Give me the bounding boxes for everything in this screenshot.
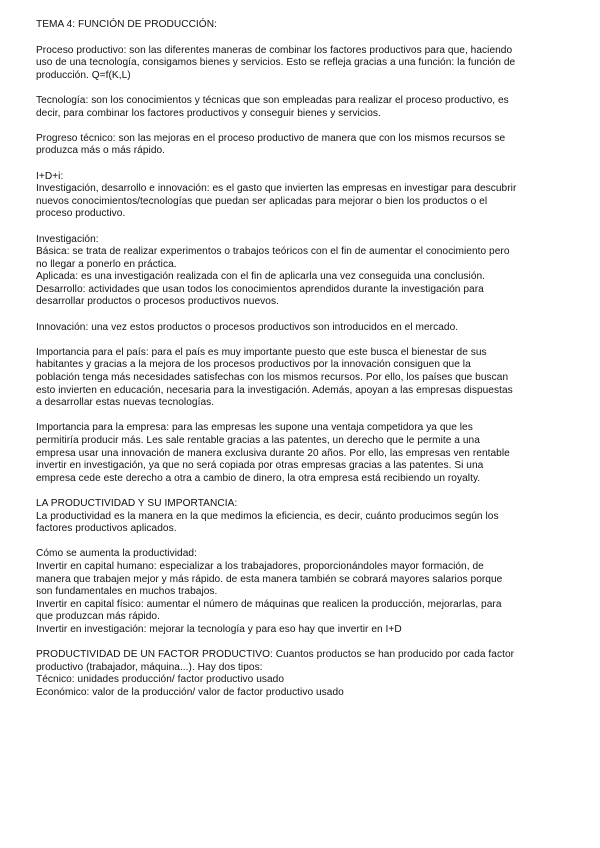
text-line: habitantes y gracias a la mejora de los procesos productivos por la innovación consiguen que la [36,359,471,371]
text-line: LA PRODUCTIVIDAD Y SU IMPORTANCIA: [36,497,238,509]
text-line: Desarrollo: actividades que usan todos los conocimientos aprendidos durante la investigación para [36,283,484,295]
text-line: PRODUCTIVIDAD DE UN FACTOR PRODUCTIVO: Cuantos productos se han producido por cada factor [36,649,515,661]
paragraph [36,649,562,699]
text-line: decir, para combinar los factores productivos y conseguir bienes y servicios. [36,107,381,119]
text-line: Investigación, desarrollo e innovación: es el gasto que invierten las empresas en investigar para descubrir [36,183,517,195]
text-line: I+D+i: [36,170,64,182]
text-line: Cómo se aumenta la productividad: [36,548,197,560]
paragraph [36,422,562,485]
text-line: Invertir en capital físico: aumentar el número de máquinas que realicen la producción, mejorarlas, para [36,598,502,610]
text-line: Importancia para la empresa: para las empresas les supone una ventaja competidora ya que les [36,422,473,434]
paragraph [36,45,562,83]
text-line: proceso productivo. [36,208,126,220]
text-line: La productividad es la manera en la que medimos la eficiencia, es decir, cuánto producimos según los [36,510,499,522]
text-line: manera que trabajen mejor y más rápido. de esta manera también se cobrará mayores salarios porque [36,573,503,585]
text-line: a desarrollar estas nuevas tecnologías. [36,397,215,409]
text-line: Tecnología: son los conocimientos y técnicas que son empleadas para realizar el proceso productivo, es [36,94,509,106]
paragraph [36,347,562,410]
text-line: Proceso productivo: son las diferentes maneras de combinar los factores productivos para que, haciendo [36,44,513,56]
text-line: producción. Q=f(K,L) [36,69,131,81]
paragraph [36,95,562,120]
text-line: que produzcan más rápido. [36,611,160,623]
text-line: Aplicada: es una investigación realizada con el fin de aplicarla una vez conseguida una conclusión. [36,271,486,283]
text-line: desarrollar productos o procesos productivos nuevos. [36,296,279,308]
text-line: uso de una tecnología, consigamos bienes y servicios. Esto se refleja gracias a una función: la función de [36,57,516,69]
text-line: nuevos conocimientos/tecnologías que puedan ser aplicadas para mejorar o bien los productos o el [36,195,488,207]
text-line: Invertir en investigación: mejorar la tecnología y para eso hay que invertir en I+D [36,623,402,635]
page-title: TEMA 4: FUNCIÓN DE PRODUCCIÓN: [36,19,217,30]
text-line: invertir en investigación, ya que no será copiada por otras empresas gracias a las patentes. Si una [36,460,484,472]
text-line: Invertir en capital humano: especializar a los trabajadores, proporcionándoles mayor formación, de [36,560,484,572]
paragraph [36,498,562,536]
text-line: Innovación: una vez estos productos o procesos productivos son introducidos en el mercado. [36,321,459,333]
text-line: produzca más o más rápido. [36,145,166,157]
text-line: Investigación: [36,233,99,245]
text-line: productivo (trabajador, máquina...). Hay dos tipos: [36,661,263,673]
text-line: Económico: valor de la producción/ valor de factor productivo usado [36,686,344,698]
text-line: esto invierten en educación, necesaria para la investigación. Además, apoyan a las empresas dispuestas [36,384,513,396]
text-line: Progreso técnico: son las mejoras en el proceso productivo de manera que con los mismos recursos se [36,132,506,144]
paragraph [36,234,562,310]
text-line: permitiría producir más. Les sale rentable gracias a las patentes, un derecho que le permite a una [36,435,480,446]
text-line: empresa usar una innovación de manera exclusiva durante 20 años. Por ello, las empresas ven rentable [36,447,510,459]
text-line: población tenga más necesidades satisfechas con los mismos recursos. Por ello, los países que buscan [36,372,509,384]
paragraph [36,171,562,221]
text-line: no llegar a ponerlo en práctica. [36,258,177,270]
paragraph [36,322,562,335]
text-line: Importancia para el país: para el país es muy importante puesto que este busca el bienestar de sus [36,346,487,358]
paragraph [36,548,562,636]
document-body [36,45,562,700]
text-line: Básica: se trata de realizar experimentos o trabajos teóricos con el fin de aumentar el conocimiento pero [36,246,510,258]
text-line: empresa cede este derecho a otra a cambio de dinero, la otra empresa está recibiendo un royalty. [36,472,481,484]
paragraph [36,133,562,158]
text-line: factores productivos aplicados. [36,523,177,535]
text-line: Técnico: unidades producción/ factor productivo usado [36,674,285,686]
text-line: son fundamentales en muchos trabajos. [36,586,218,598]
